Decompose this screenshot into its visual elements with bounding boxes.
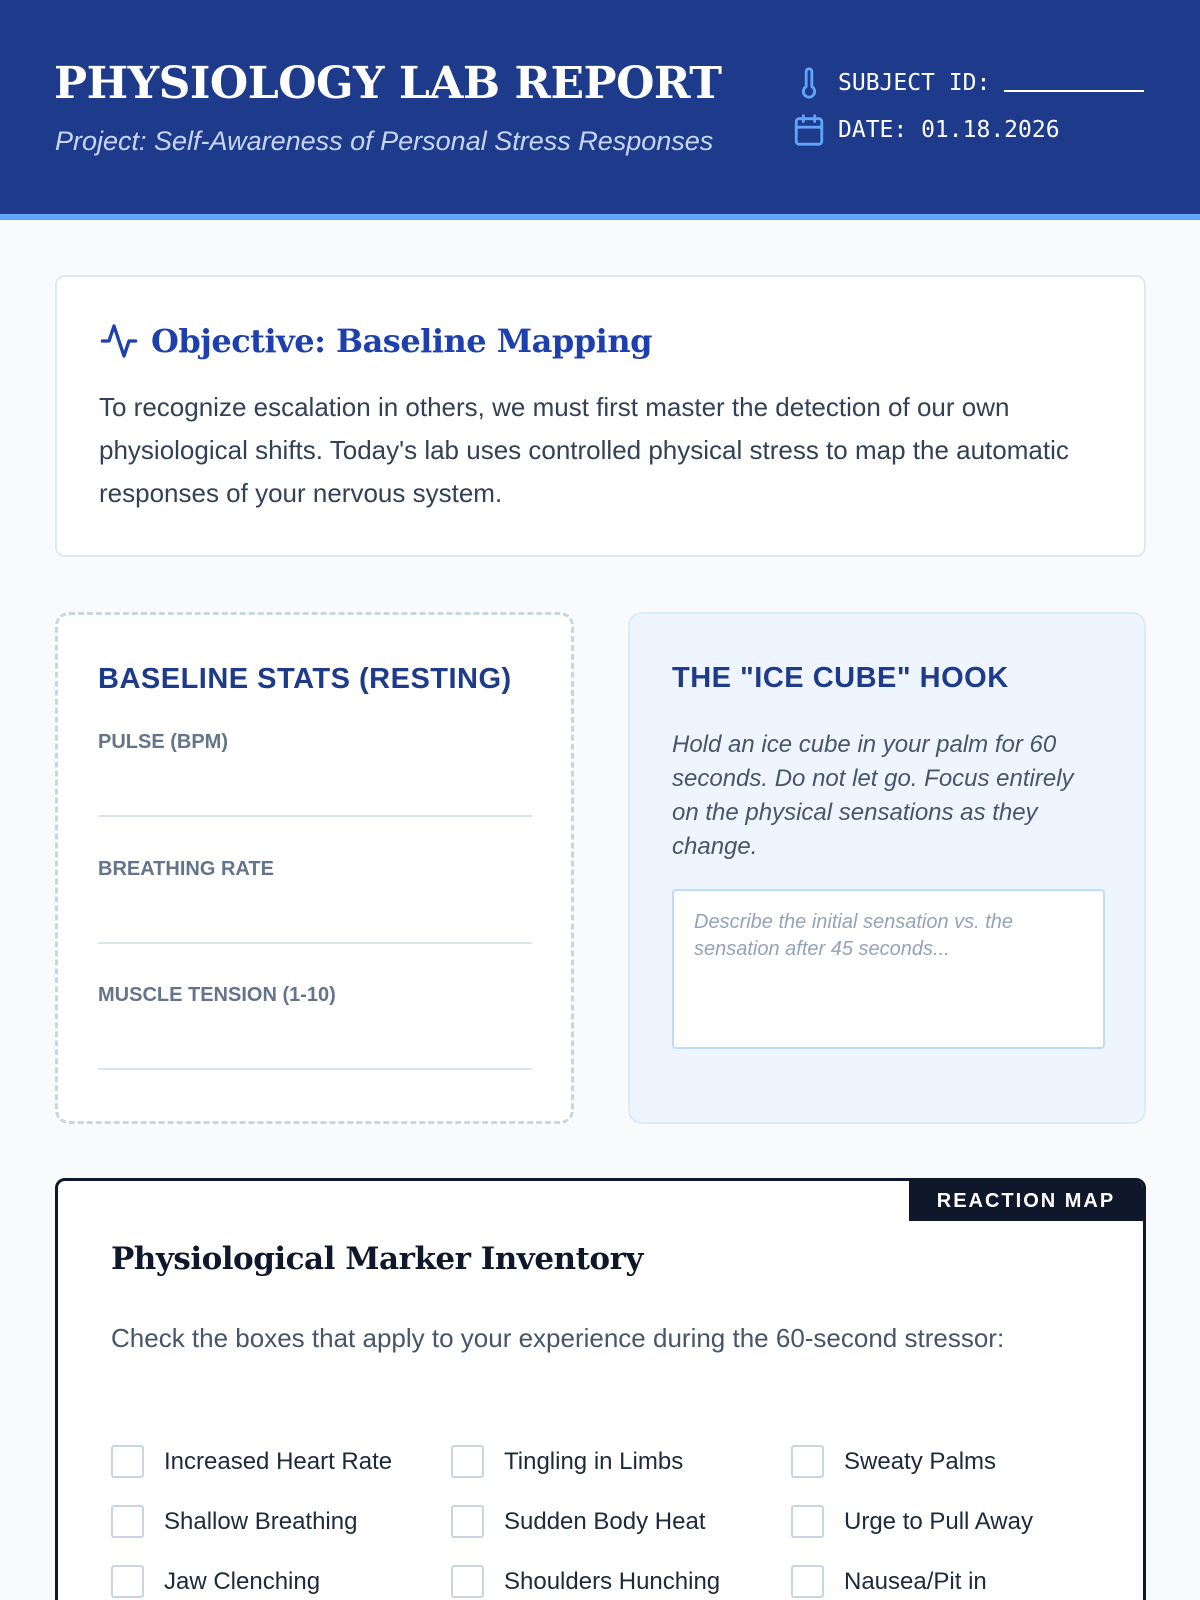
muscle-tension-entry-line[interactable] (98, 1068, 532, 1070)
thermometer-icon (792, 66, 826, 100)
date-row (792, 113, 1060, 147)
reaction-map-tag: REACTION MAP (909, 1181, 1143, 1221)
breathing-rate-label: BREATHING RATE (98, 858, 274, 880)
marker-checkbox-item[interactable] (451, 1565, 720, 1598)
pulse-entry-line[interactable] (98, 815, 532, 817)
hook-instructions: Hold an ice cube in your palm for 60 seconds. Do not let go. Focus entirely on the physical sensations as they change. (672, 731, 1074, 860)
checkbox[interactable] (791, 1505, 824, 1538)
marker-checkbox-item[interactable] (791, 1565, 987, 1598)
marker-label: Increased Heart Rate (164, 1447, 393, 1475)
reaction-map-card (55, 1178, 1146, 1600)
page-title: PHYSIOLOGY LAB REPORT (54, 58, 722, 109)
marker-checkbox-item[interactable] (791, 1505, 1033, 1538)
marker-label: Nausea/Pit in (844, 1567, 987, 1595)
marker-label: Tingling in Limbs (504, 1447, 684, 1475)
checkbox[interactable] (791, 1445, 824, 1478)
marker-label: Shoulders Hunching (504, 1567, 721, 1595)
checkbox[interactable] (111, 1445, 144, 1478)
muscle-tension-label: MUSCLE TENSION (1-10) (98, 984, 336, 1006)
inventory-instructions: Check the boxes that apply to your experience during the 60-second stressor: (111, 1323, 1005, 1353)
checkbox[interactable] (451, 1505, 484, 1538)
pulse-label: PULSE (BPM) (98, 731, 228, 753)
subject-id-label: SUBJECT ID: (838, 70, 991, 96)
objective-title: Objective: Baseline Mapping (151, 322, 652, 360)
muscle-tension-field[interactable] (98, 984, 532, 1084)
marker-label: Jaw Clenching (164, 1567, 321, 1595)
objective-text: To recognize escalation in others, we must first master the detection of our own physiological shifts. Today's lab uses controlled physical stress to map the automatic responses of your nervous system. (99, 392, 1069, 508)
subject-id-blank[interactable] (1004, 74, 1144, 92)
marker-label: Sudden Body Heat (504, 1507, 706, 1535)
inventory-title: Physiological Marker Inventory (111, 1241, 643, 1277)
marker-checkbox-item[interactable] (111, 1505, 357, 1538)
checkbox[interactable] (111, 1505, 144, 1538)
checkbox[interactable] (111, 1565, 144, 1598)
marker-label: Sweaty Palms (844, 1447, 997, 1475)
ice-cube-hook-card (628, 612, 1146, 1124)
marker-checkbox-item[interactable] (451, 1445, 683, 1478)
project-subtitle: Project: Self-Awareness of Personal Stress Responses (55, 126, 714, 156)
baseline-title: BASELINE STATS (RESTING) (98, 663, 512, 695)
sensation-description-input[interactable] (672, 889, 1105, 1049)
marker-checkbox-item[interactable] (791, 1445, 996, 1478)
marker-checkbox-item[interactable] (111, 1565, 320, 1598)
checkbox[interactable] (451, 1445, 484, 1478)
checkbox[interactable] (451, 1565, 484, 1598)
pulse-field[interactable] (98, 731, 532, 831)
calendar-icon (792, 113, 826, 147)
marker-checkbox-item[interactable] (451, 1505, 705, 1538)
marker-label: Urge to Pull Away (844, 1507, 1033, 1535)
baseline-stats-card (55, 612, 574, 1124)
report-header (0, 0, 1200, 220)
date-label: DATE: 01.18.2026 (838, 117, 1060, 143)
subject-id-row (792, 66, 1144, 100)
breathing-rate-entry-line[interactable] (98, 942, 532, 944)
objective-card (55, 275, 1146, 557)
marker-checkbox-item[interactable] (111, 1445, 392, 1478)
marker-label: Shallow Breathing (164, 1507, 358, 1535)
activity-pulse-icon (99, 321, 139, 361)
checkbox[interactable] (791, 1565, 824, 1598)
hook-title: THE "ICE CUBE" HOOK (672, 662, 1009, 694)
breathing-rate-field[interactable] (98, 858, 532, 958)
objective-heading (99, 321, 652, 361)
